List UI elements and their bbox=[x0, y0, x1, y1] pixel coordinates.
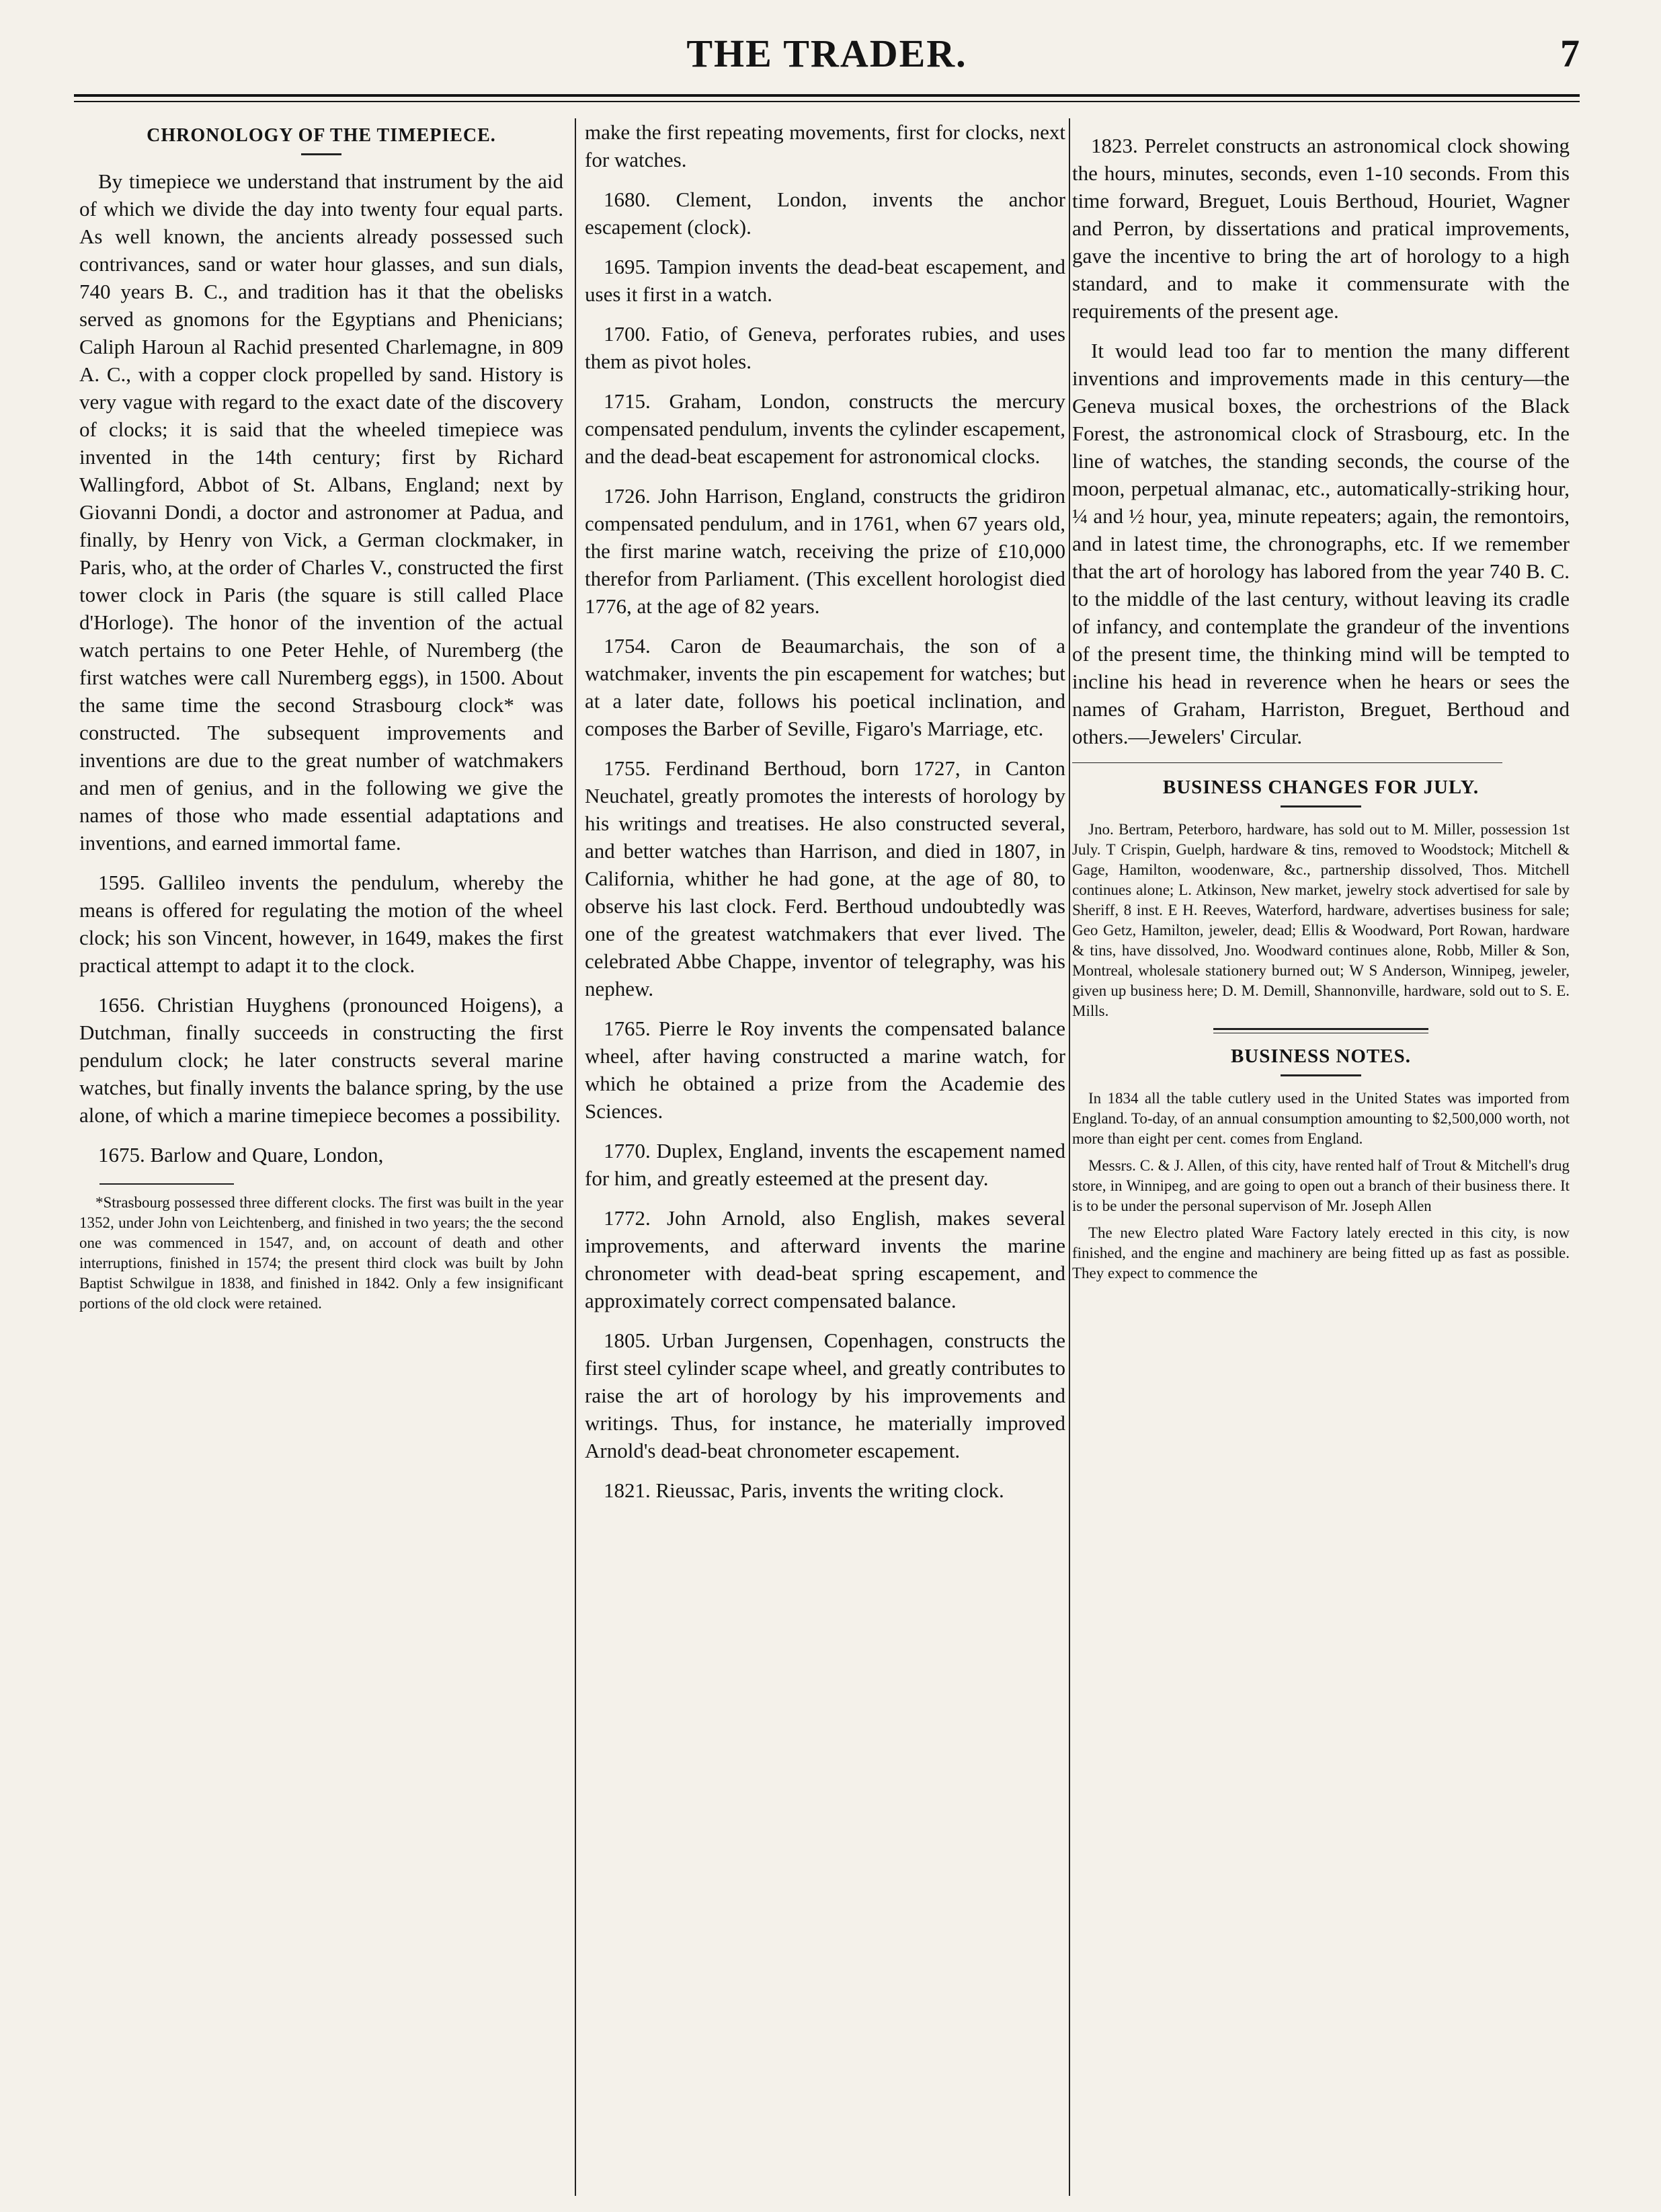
article-paragraph: 1726. John Harrison, England, constructs the gridiron compensated pendulum, and in 1761, when 67 years old, the first marine watch, receiving the prize of £10,000 therefor from Parliament. (This excellent horologist died 1776, at the age of 82 years. bbox=[585, 484, 1065, 618]
article-paragraph: 1772. John Arnold, also English, makes several improvements, and afterward invents the marine chronometer with dead-beat spring escapement, and approximately correct compensated balance. bbox=[585, 1206, 1065, 1312]
newspaper-title: THE TRADER. bbox=[686, 32, 967, 75]
column-2 bbox=[585, 118, 1065, 1516]
section-rule bbox=[1072, 762, 1502, 763]
masthead bbox=[74, 24, 1580, 91]
article-paragraph: 1765. Pierre le Roy invents the compensated balance wheel, after having constructed a marine watch, for which he obtained a prize from the Academie des Sciences. bbox=[585, 1017, 1065, 1123]
column-divider-right bbox=[1069, 118, 1070, 2196]
business-changes-text: Jno. Bertram, Peterboro, hardware, has sold out to M. Miller, possession 1st July. T Crispin, Guelph, hardware & tins, removed to Woodstock; Mitchell & Gage, Hamilton, woodenware, &c., partnership dissolved, Thos. Mitchell continues alone; L. Atkinson, New market, jewelry stock advertised for sale by Sheriff, 8 inst. E H. Reeves, Waterford, hardware, advertises business for sale; Geo Getz, Hamilton, jeweler, dead; Ellis & Woodward, Port Rowan, hardware & tins, have dissolved, Jno. Woodward continues alone, Robb, Miller & Son, Montreal, wholesale stationery burned out; W S Anderson, Winnipeg, jeweler, given up business here; D. M. Demill, Shannonville, hardware, sold out to S. E. Mills. bbox=[1072, 821, 1570, 1019]
article-paragraph: 1680. Clement, London, invents the anchor escapement (clock). bbox=[585, 188, 1065, 239]
business-note: The new Electro plated Ware Factory lately erected in this city, is now finished, and the engine and machinery are being fitted up as fast as possible. They expect to commence the bbox=[1072, 1224, 1570, 1281]
article-paragraph: 1656. Christian Huyghens (pronounced Hoigens), a Dutchman, finally succeeds in constructing the first pendulum clock; he later constructs several marine watches, but finally invents the balance spring, by the use alone, of which a marine timepiece becomes a possibility. bbox=[79, 993, 563, 1127]
article-paragraph: By timepiece we understand that instrument by the aid of which we divide the day into twenty four equal parts. As well known, the ancients already possessed such contrivances, sand or water hour glasses, and sun dials, 740 years B. C., and tradition has it that the obelisks served as gnomons for the Egyptians and Phenicians; Caliph Haroun al Rachid presented Charlemagne, in 809 A. C., with a copper clock propelled by sand. History is very vague with regard to the exact date of the discovery of clocks; it is said that the wheeled timepiece was invented in the 14th century; first by Richard Wallingford, Abbot of St. Albans, England; next by Giovanni Dondi, a doctor and astronomer at Padua, and finally, by Henry von Vick, a German clockmaker, in Paris, who, at the order of Charles V., constructed the first tower clock in Paris (the square is still called Place d'Horloge). The honor of the invention of the actual watch pertains to one Peter Hehle, of Nuremberg (the first watches were call Nuremberg eggs), in 1500. About the same time the second Strasbourg clock* was constructed. The subsequent improvements and inventions are due to the great number of watchmakers and men of genius, and in the following we give the names of those who made essential adaptations and inventions, and earned immortal fame. bbox=[79, 169, 563, 855]
article-paragraph: 1805. Urban Jurgensen, Copenhagen, constructs the first steel cylinder scape wheel, and greatly contributes to raise the art of horology by his improvements and writings. Thus, for instance, he materially improved Arnold's dead-beat chronometer escapement. bbox=[585, 1329, 1065, 1462]
heading-rule bbox=[1281, 1074, 1361, 1076]
article-paragraph: 1821. Rieussac, Paris, invents the writing clock. bbox=[604, 1478, 1004, 1502]
business-notes-heading: BUSINESS NOTES. bbox=[1230, 1045, 1412, 1067]
header-rule-thick bbox=[74, 94, 1580, 97]
article-paragraph: 1755. Ferdinand Berthoud, born 1727, in Canton Neuchatel, greatly promotes the interests of horology by his writings and treatises. He also constructed several, and better watches than Harrison, and died in 1807, in California, whither he had gone, at the age of 80, to observe his last clock. Ferd. Berthoud undoubtedly was one of the greatest watchmakers that ever lived. The celebrated Abbe Chappe, inventor of telegraphy, was his nephew. bbox=[585, 756, 1065, 1000]
page-number: 7 bbox=[1560, 32, 1580, 75]
heading-rule bbox=[1281, 805, 1361, 807]
heading-rule bbox=[301, 153, 341, 155]
column-divider-left bbox=[575, 118, 576, 2196]
business-note: In 1834 all the table cutlery used in the United States was imported from England. To-day, of an annual consumption amounting to $2,500,000 worth, not more than eight per cent. comes from England. bbox=[1072, 1090, 1570, 1147]
footnote-rule bbox=[99, 1183, 234, 1185]
article-paragraph: 1770. Duplex, England, invents the escapement named for him, and greatly esteemed at the present day. bbox=[585, 1139, 1065, 1190]
business-note: Messrs. C. & J. Allen, of this city, have rented half of Trout & Mitchell's drug store, in Winnipeg, and are going to open out a branch of their business there. It is to be under the personal supervison of Mr. Joseph Allen bbox=[1072, 1157, 1570, 1214]
article-paragraph: 1823. Perrelet constructs an astronomical clock showing the hours, minutes, seconds, even 1-10 seconds. From this time forward, Breguet, Louis Berthoud, Houriet, Wagner and Perron, by dissertations and pratical improvements, gave the incentive to bring the art of horology to a high standard, and to make it commensurate with the requirements of the present age. bbox=[1072, 134, 1570, 323]
chronology-heading: CHRONOLOGY OF THE TIMEPIECE. bbox=[147, 125, 496, 146]
column-3 bbox=[1072, 132, 1570, 1290]
article-paragraph: 1595. Gallileo invents the pendulum, whereby the means is offered for regulating the motion of the wheel clock; his son Vincent, however, in 1649, makes the first practical attempt to adapt it to the clock. bbox=[79, 871, 563, 977]
article-paragraph: 1700. Fatio, of Geneva, perforates rubies, and uses them as pivot holes. bbox=[585, 322, 1065, 373]
footnote: *Strasbourg possessed three different clocks. The first was built in the year 1352, under John von Leichtenberg, and finished in two years; the the second one was commenced in 1547, and, on account of death and other interruptions, finished in 1574; the present third clock was built by John Baptist Schwilgue in 1838, and finished in 1842. Only a few insignificant portions of the old clock were retained. bbox=[79, 1194, 563, 1312]
column-1 bbox=[79, 118, 563, 1320]
header-rule-thin bbox=[74, 101, 1580, 102]
section-rule-thick bbox=[1213, 1028, 1428, 1030]
article-paragraph: 1675. Barlow and Quare, London, bbox=[98, 1143, 384, 1167]
article-paragraph: 1754. Caron de Beaumarchais, the son of a watchmaker, invents the pin escapement for watches; but at a later date, follows his poetical inclination, and composes the Barber of Seville, Figaro's Marriage, etc. bbox=[585, 634, 1065, 740]
article-paragraph: It would lead too far to mention the many different inventions and improvements made in this century—the Geneva musical boxes, the orchestrions of the Black Forest, the astronomical clock of Strasbourg, etc. In the line of watches, the standing seconds, the course of the moon, perpetual almanac, etc., automatically-striking hour, ¼ and ½ hour, yea, minute repeaters; again, the remontoirs, and in latest time, the chronographs, etc. If we remember that the art of horology has labored from the year 740 B. C. to the middle of the last century, without leaving its cradle of infancy, and contemplate the grandeur of the inventions of the present time, the thinking mind will be tempted to incline his head in reverence when he hears or sees the names of Graham, Harriston, Breguet, Berthoud and others.—Jewelers' Circular. bbox=[1072, 339, 1570, 748]
article-paragraph: 1715. Graham, London, constructs the mercury compensated pendulum, invents the cylinder escapement, and the dead-beat escapement for astronomical clocks. bbox=[585, 389, 1065, 468]
article-paragraph: make the first repeating movements, first for clocks, next for watches. bbox=[585, 120, 1065, 171]
business-changes-heading: BUSINESS CHANGES FOR JULY. bbox=[1162, 777, 1480, 798]
article-paragraph: 1695. Tampion invents the dead-beat escapement, and uses it first in a watch. bbox=[585, 255, 1065, 306]
